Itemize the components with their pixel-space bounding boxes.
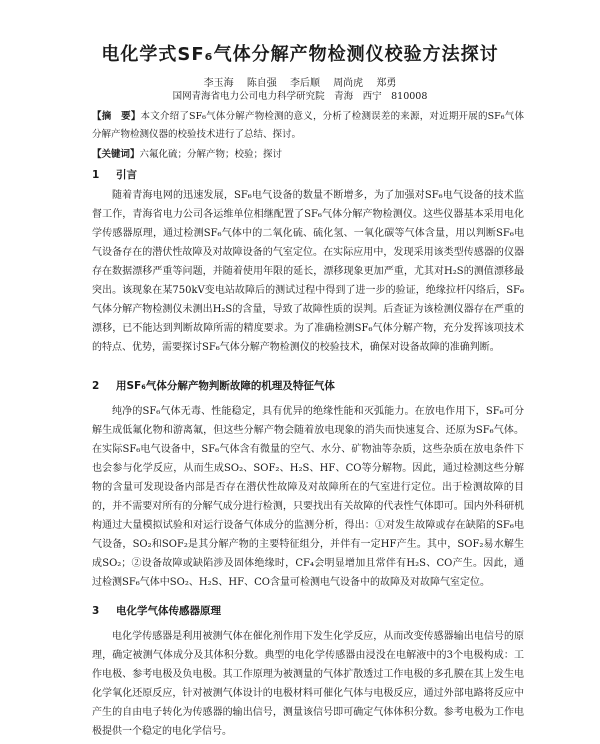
abstract-text: 本文介绍了SF₆气体分解产物检测的意义，分析了检测误差的来源，对近期开展的SF₆气体分解产物检测仪器的校验技术进行了总结、探讨。 (92, 111, 524, 140)
section-heading (92, 167, 137, 182)
abstract-label: 【摘 要】 (92, 111, 141, 122)
section-number: 3 (92, 605, 100, 617)
section-number: 1 (92, 169, 100, 181)
author-list (0, 74, 600, 89)
keywords (92, 145, 524, 164)
section-body: 纯净的SF₆气体无毒、性能稳定，具有优异的绝缘性能和灭弧能力。在放电作用下，SF₆可分解生成低氟化物和游离氟，但这些分解产物会随着放电现象的消失而快速复合、还原为SF₆气体。在实际SF₆电气设备中，SF₆气体含有微量的空气、水分、矿物油等杂质，这些杂质在放电条件下也会参与化学反应，从而生成SO₂、SOF₂、H₂S、HF、CO等分解物。因此，通过检测这些分解物的含量可发现设备内部是否存在潜伏性故障及对故障所在的气室进行定位。出于检测故障的目的，并不需要对所有的分解气成分进行检测，只要找出有关故障的代表性气体即可。国内外科研机构通过大量模拟试验和对运行设备气体成分的监测分析，得出：①对发生故障或存在缺陷的SF₆电气设备，SO₂和SOF₂是其分解产物的主要特征组分，并伴有一定HF产生。其中，SOF₂易水解生成SO₂；②设备故障或缺陷涉及固体绝缘时，CF₄会明显增加且常伴有H₂S、CO产生。因此，通过检测SF₆气体中SO₂、H₂S、HF、CO含量可检测电气设备中的故障及对故障气室定位。 (92, 406, 524, 588)
section-heading (92, 378, 335, 393)
section-body: 随着青海电网的迅速发展，SF₆电气设备的数量不断增多，为了加强对SF₆电气设备的技术监督工作，青海省电力公司各运维单位相继配置了SF₆气体分解产物检测仪。这些仪器基本采用电化学传感器原理，通过检测SF₆气体中的二氧化硫、硫化氢、一氧化碳等气体含量，用以判断SF₆电气设备存在的潜伏性故障及对故障设备的气室定位。在实际应用中，发现采用该类型传感器的仪器存在数据漂移严重等问题，并随着使用年限的延长，漂移现象更加严重，尤其对H₂S的测值漂移最突出。该现象在某750kV变电站故障后的测试过程中得到了进一步的验证，绝缘拉杆闪络后，SF₆气体分解产物检测仪未测出H₂S的含量，导致了故障性质的误判。后查证为该检测仪器存在严重的漂移，已不能达到判断故障所需的精度要求。为了准确检测SF₆气体分解产物，充分发挥该项技术的特点、优势，需要探讨SF₆气体分解产物检测仪的校验技术，确保对设备故障的准确判断。 (92, 190, 524, 353)
section-heading (92, 603, 221, 618)
section-title: 用SF₆气体分解产物判断故障的机理及特征气体 (116, 380, 335, 392)
author-affiliation: 国网青海省电力公司电力科学研究院 青海 西宁 810008 (172, 91, 428, 102)
author: 李玉海 (203, 78, 234, 89)
section-number: 2 (92, 380, 100, 392)
author: 周尚虎 (333, 78, 364, 89)
keywords-label: 【关键词】 (92, 149, 140, 160)
abstract (92, 108, 524, 144)
author: 李后顺 (290, 78, 320, 89)
section-title: 引言 (116, 169, 137, 181)
author: 陈自强 (246, 78, 277, 89)
section-title: 电化学气体传感器原理 (116, 605, 221, 617)
section-body: 电化学传感器是利用被测气体在催化剂作用下发生化学反应，从而改变传感器输出电信号的原理，确定被测气体成分及其体积分数。典型的电化学传感器由浸没在电解液中的3个电极构成：工作电极、参考电极及负电极。其工作原理为被测量的气体扩散透过工作电极的多孔膜在其上发生电化学氧化还原反应，针对被测气体设计的电极材料可催化气体与电极反应，通过外部电路将反应中产生的自由电子转化为传感器的输出信号，测量该信号即可确定气体体积分数。参考电极为工作电极提供一个稳定的电化学信号。 (92, 631, 524, 737)
author: 郑勇 (376, 78, 397, 89)
paper-title: 电化学式SF₆气体分解产物检测仪校验方法探讨 (101, 44, 499, 65)
keywords-text: 六氟化硫；分解产物；校验；探讨 (139, 149, 283, 160)
